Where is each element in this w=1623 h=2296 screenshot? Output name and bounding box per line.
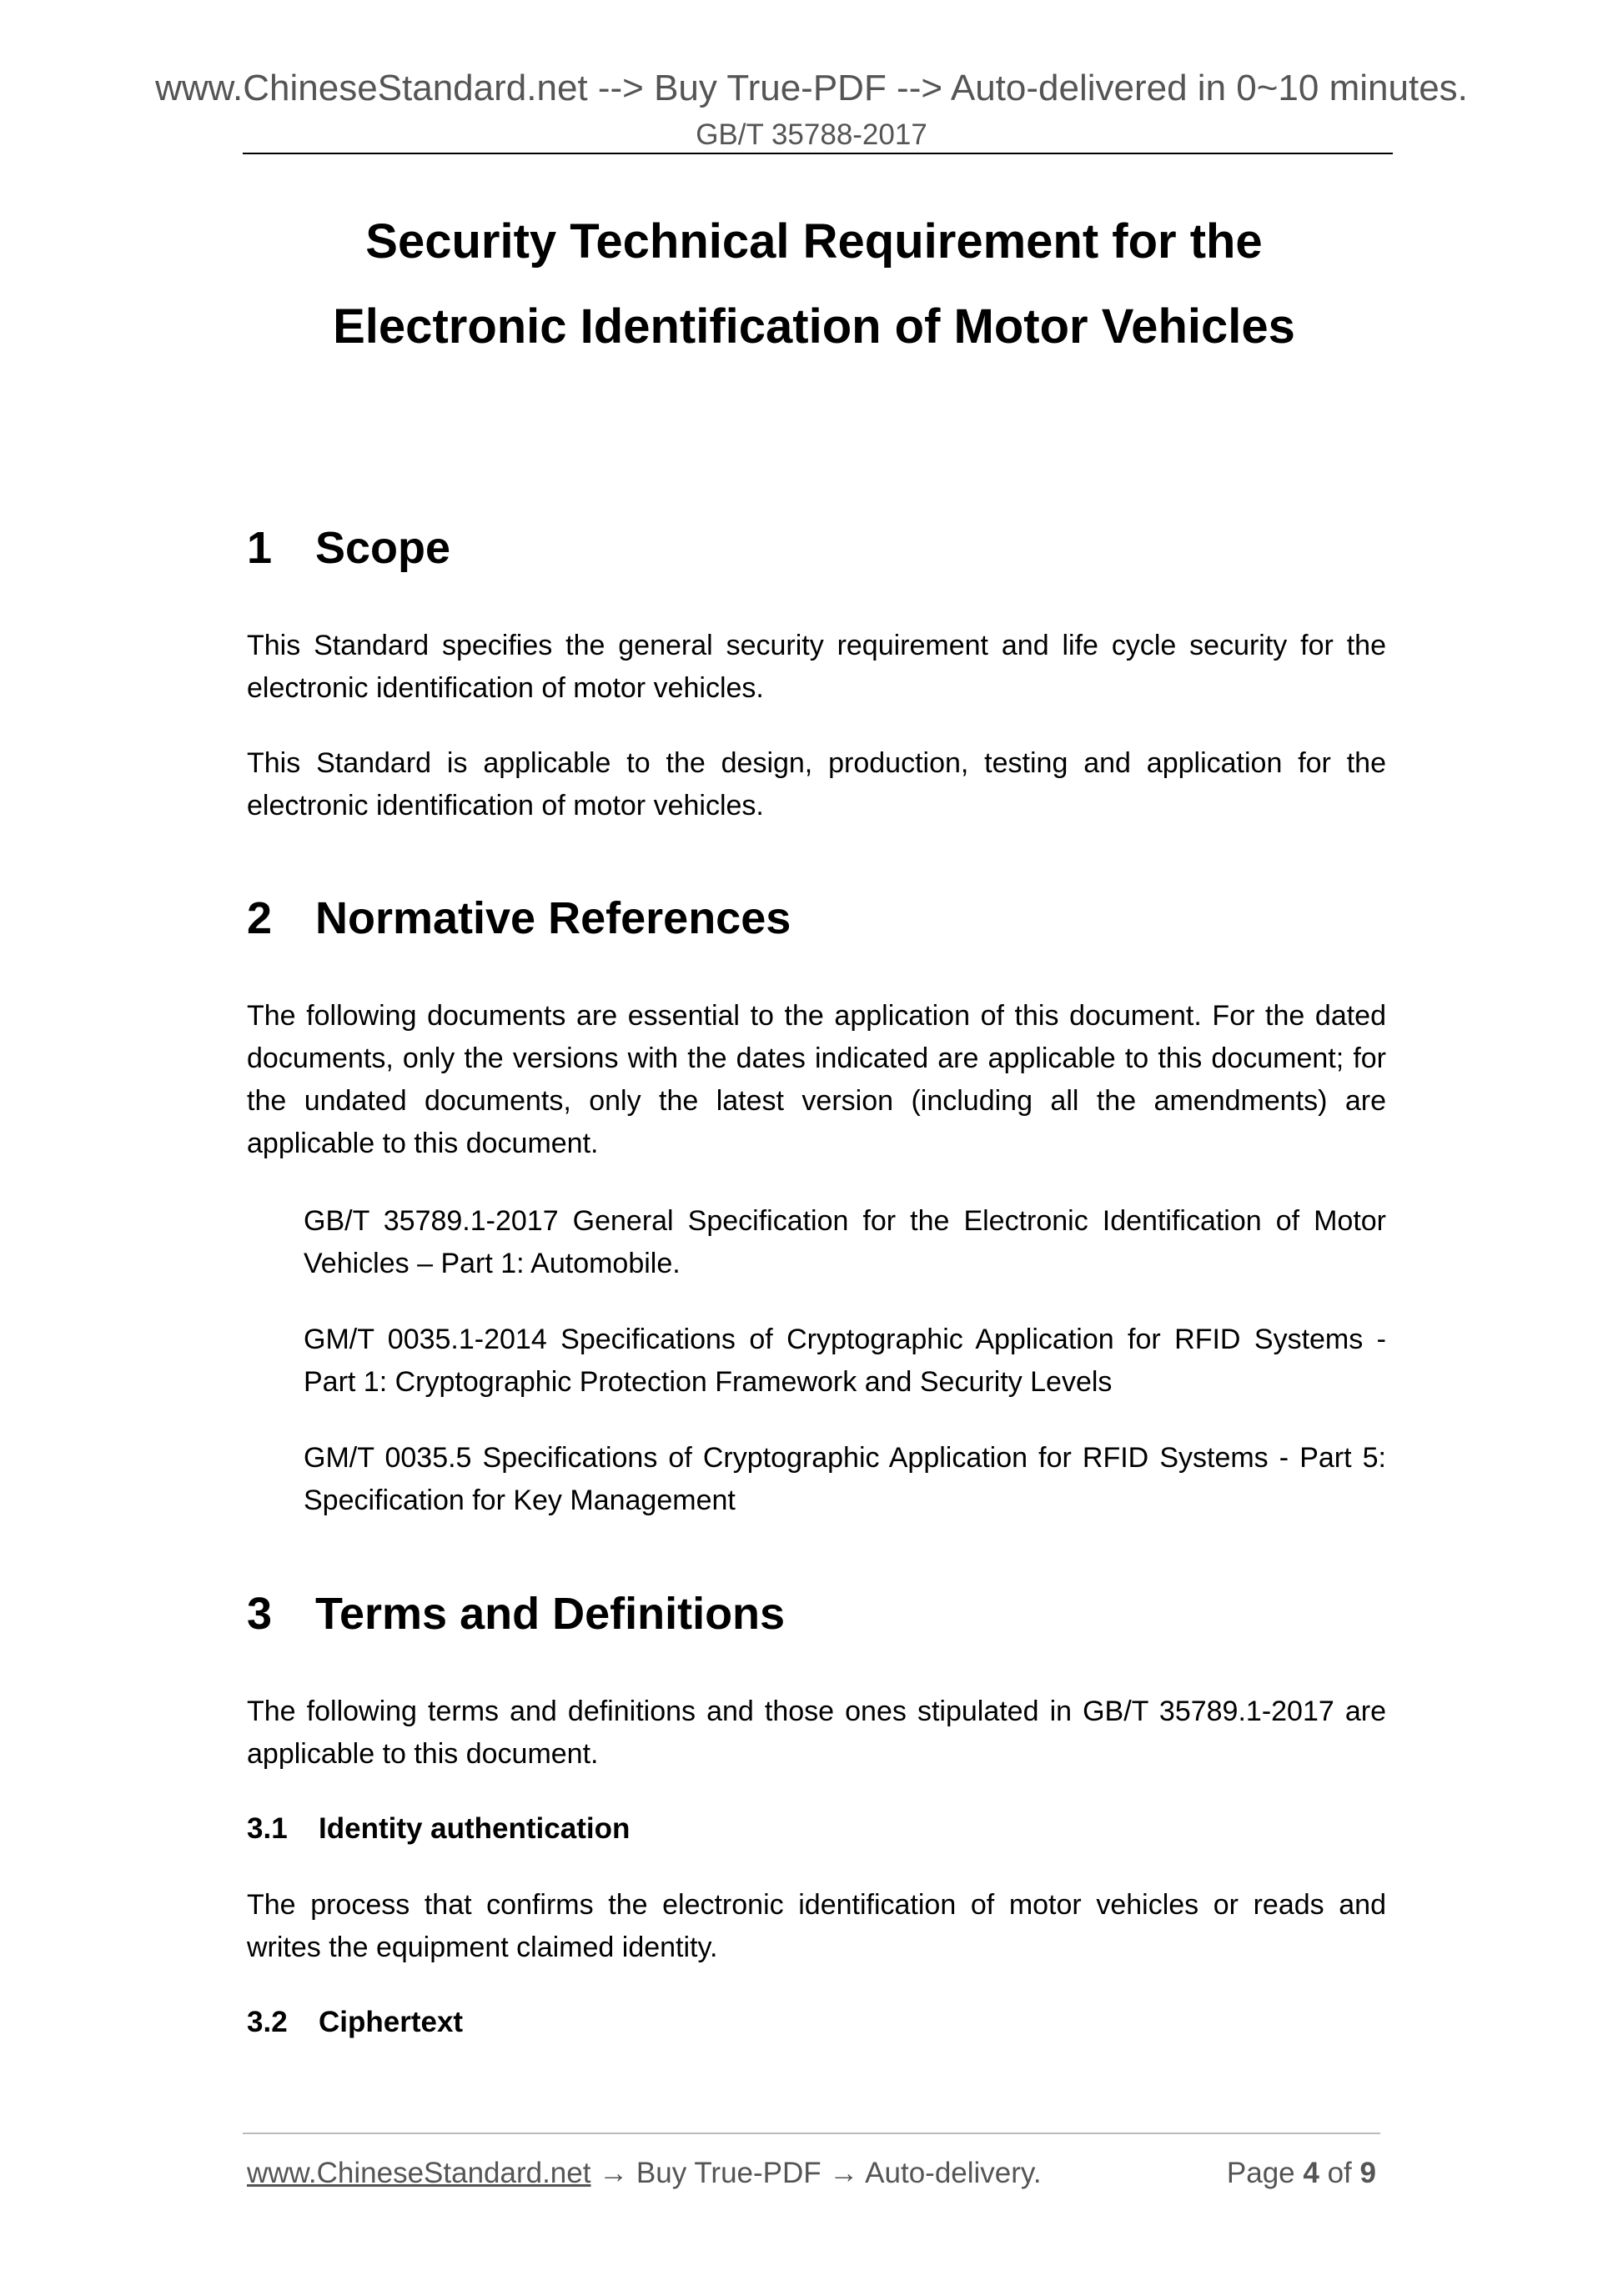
- page-label: Page: [1226, 2157, 1295, 2189]
- term-name: Identity authentication: [319, 1812, 631, 1845]
- section-number: 3: [247, 1589, 273, 1639]
- footer-divider: [243, 2133, 1380, 2134]
- header-banner: www.ChineseStandard.net --> Buy True-PDF --> Auto-delivered in 0~10 minutes.: [155, 68, 1468, 108]
- section-title: Terms and Definitions: [315, 1589, 786, 1639]
- scope-paragraph-2: This Standard is applicable to the design, production, testing and application for the electronic identification of motor vehicles.: [247, 747, 1386, 821]
- section-heading-terms-and-definitions: [247, 1586, 785, 1641]
- normative-references-intro: The following documents are essential to the application of this document. For the dated documents, only the versions with the dates indicated are applicable to this document; for the undated documents, only the latest version (including all the amendments) are applicable to this document.: [247, 1000, 1386, 1159]
- page-of: of: [1327, 2157, 1352, 2189]
- terms-intro: The following terms and definitions and those ones stipulated in GB/T 35789.1-2017 are applicable to this document.: [247, 1696, 1386, 1770]
- term-number: 3.1: [247, 1812, 288, 1845]
- term-heading-identity-authentication: [247, 1810, 630, 1848]
- page-indicator: [1227, 2154, 1376, 2193]
- term-name: Ciphertext: [319, 2006, 464, 2038]
- reference-item: GB/T 35789.1-2017 General Specification for the Electronic Identification of Motor Vehicles – Part 1: Automobile.: [304, 1205, 1386, 1279]
- reference-item: GM/T 0035.5 Specifications of Cryptographic Application for RFID Systems - Part 5: Specification for Key Management: [304, 1442, 1386, 1516]
- footer-tagline: → Buy True-PDF → Auto-delivery.: [599, 2157, 1042, 2189]
- section-title: Scope: [315, 523, 451, 573]
- scope-paragraph-1: This Standard specifies the general security requirement and life cycle security for the electronic identification of motor vehicles.: [247, 630, 1386, 704]
- term-number: 3.2: [247, 2006, 288, 2038]
- page-total: 9: [1359, 2157, 1376, 2189]
- document-title-line-1: Security Technical Requirement for the: [365, 214, 1263, 269]
- page-current: 4: [1303, 2157, 1319, 2189]
- document-title-line-2: Electronic Identification of Motor Vehicles: [333, 299, 1295, 354]
- header-divider: [243, 153, 1393, 154]
- term-definition: The process that confirms the electronic identification of motor vehicles or reads and writes the equipment claimed identity.: [247, 1889, 1386, 1963]
- section-title: Normative References: [315, 893, 791, 943]
- reference-item: GM/T 0035.1-2014 Specifications of Cryptographic Application for RFID Systems - Part 1: Cryptographic Protection Framework and Security Levels: [304, 1324, 1386, 1398]
- standard-code: GB/T 35788-2017: [696, 118, 927, 151]
- section-heading-normative-references: [247, 891, 791, 946]
- term-heading-ciphertext: [247, 2003, 463, 2042]
- footer-site-link[interactable]: www.ChineseStandard.net: [247, 2157, 591, 2189]
- section-number: 2: [247, 893, 273, 943]
- footer-promo: [247, 2154, 1042, 2193]
- section-number: 1: [247, 523, 273, 573]
- section-heading-scope: [247, 520, 450, 575]
